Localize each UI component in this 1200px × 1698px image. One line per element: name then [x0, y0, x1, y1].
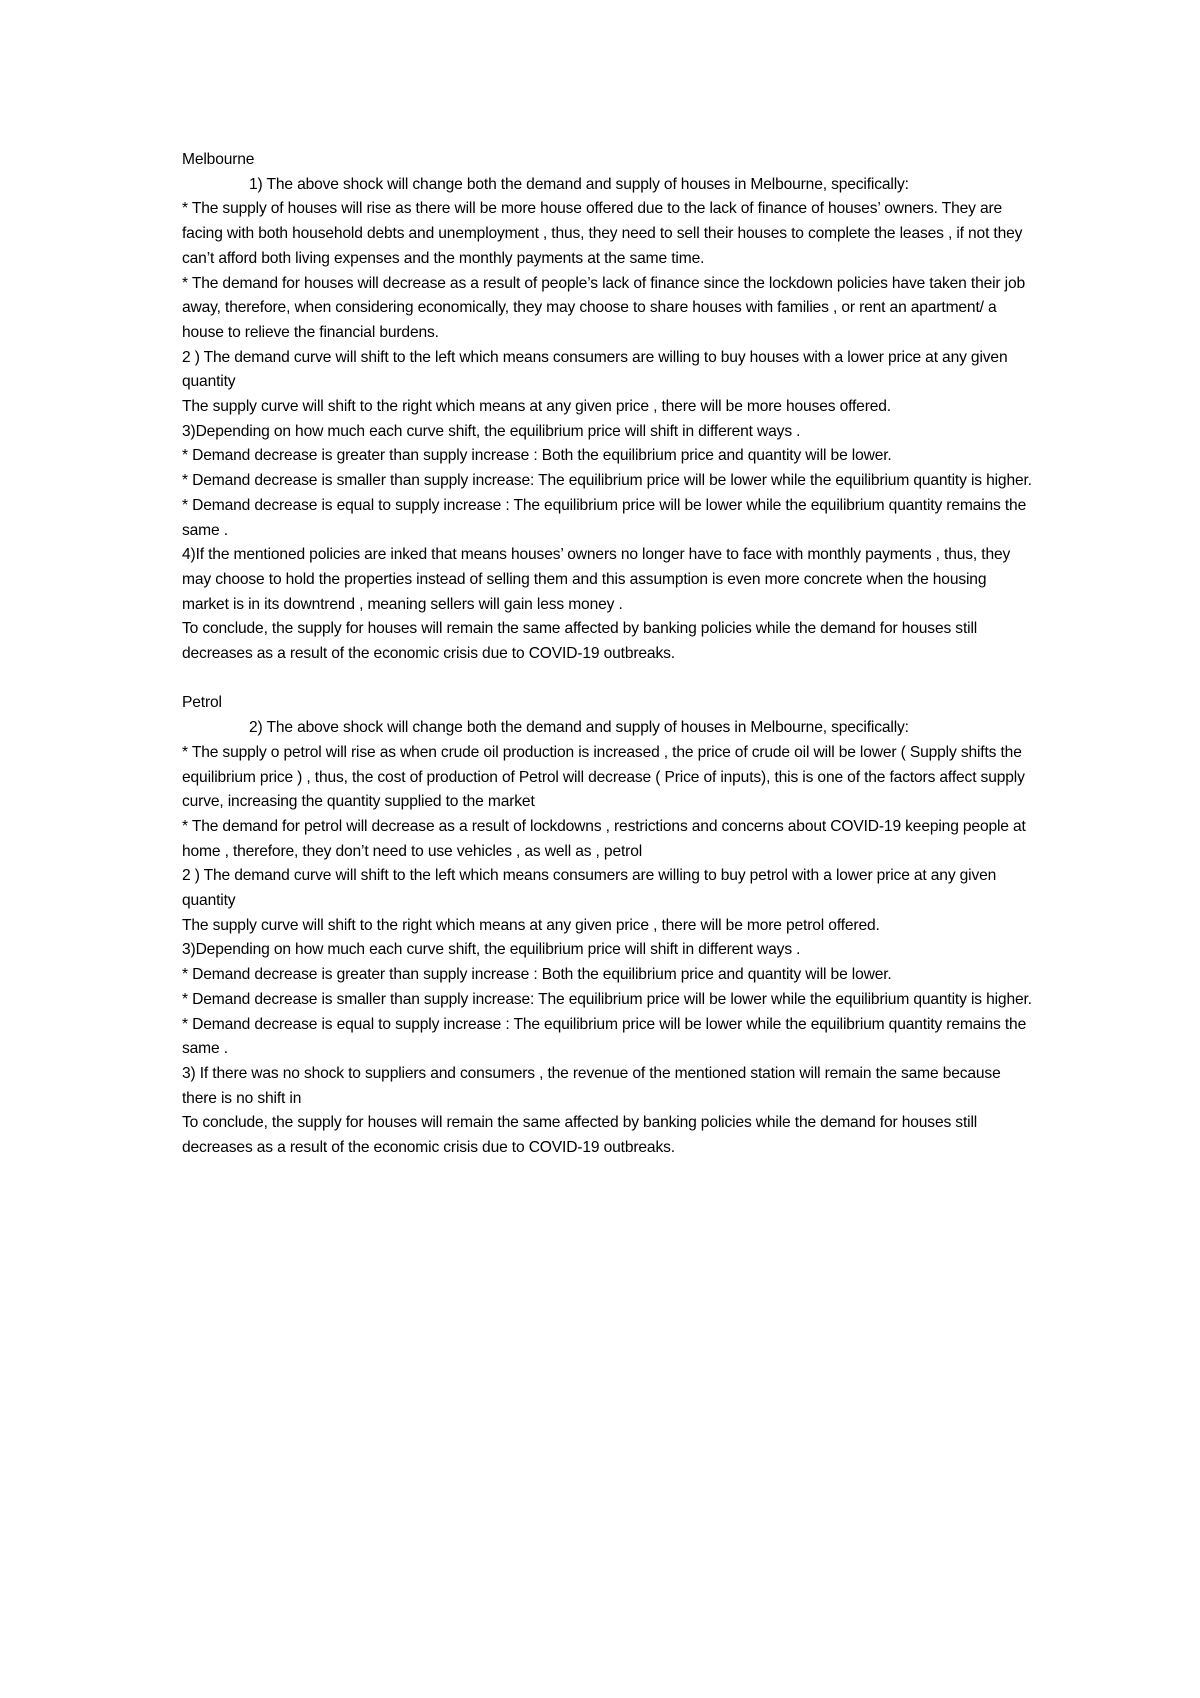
melbourne-case-greater: * Demand decrease is greater than supply increase : Both the equilibrium price and quantity will be lower. [182, 447, 892, 465]
melbourne-conclusion: To conclude, the supply for houses will remain the same affected by banking policies while the demand for houses still decreases as a result of the economic crisis due to COVID-19 outbreaks. [182, 620, 978, 663]
melbourne-demand-bullet: * The demand for houses will decrease as a result of people’s lack of finance since the lockdown policies have taken their job away, therefore, when considering economically, they may choose to share houses with families , or rent an apartment/ a house to relieve the financial burdens. [182, 274, 1026, 341]
melbourne-point-1: 1) The above shock will change both the demand and supply of houses in Melbourne, specifically: [249, 175, 909, 193]
melbourne-point-3: 3)Depending on how much each curve shift, the equilibrium price will shift in different ways . [182, 422, 801, 440]
melbourne-case-smaller: * Demand decrease is smaller than supply increase: The equilibrium price will be lower while the equilibrium quantity is higher. [182, 472, 1032, 490]
petrol-point-3: 3)Depending on how much each curve shift, the equilibrium price will shift in different ways . [182, 941, 801, 959]
section-heading-melbourne: Melbourne [182, 151, 255, 168]
petrol-point-2-demand: 2 ) The demand curve will shift to the left which means consumers are willing to buy petrol with a lower price at any given quantity [182, 867, 997, 910]
petrol-case-equal: * Demand decrease is equal to supply increase : The equilibrium price will be lower while the equilibrium quantity remains the same . [182, 1015, 1027, 1058]
petrol-point-3-revenue: 3) If there was no shock to suppliers and consumers , the revenue of the mentioned station will remain the same because there is no shift in [182, 1065, 1001, 1107]
section-spacer [182, 667, 1032, 692]
petrol-supply-bullet: * The supply o petrol will rise as when crude oil production is increased , the price of crude oil will be lower ( Supply shifts the equilibrium price ) , thus, the cost of production of Petrol will decrease ( Price of inputs), this is one of the factors affect supply curve, increasing the quantity supplied to the market [182, 743, 1025, 811]
melbourne-point-2-demand: 2 ) The demand curve will shift to the left which means consumers are willing to buy houses with a lower price at any given quantity [182, 348, 1008, 391]
petrol-case-smaller: * Demand decrease is smaller than supply increase: The equilibrium price will be lower while the equilibrium quantity is higher. [182, 990, 1032, 1008]
petrol-case-greater: * Demand decrease is greater than supply increase : Both the equilibrium price and quantity will be lower. [182, 966, 892, 984]
melbourne-case-equal: * Demand decrease is equal to supply increase : The equilibrium price will be lower while the equilibrium quantity remains the same . [182, 496, 1027, 539]
melbourne-point-4: 4)If the mentioned policies are inked that means houses’ owners no longer have to face with monthly payments , thus, they may choose to hold the properties instead of selling them and this assumption is even more concrete when the housing market is in its downtrend , meaning sellers will gain less money . [182, 546, 1011, 613]
document-body [182, 148, 1032, 1161]
section-heading-petrol: Petrol [182, 694, 222, 712]
melbourne-supply-bullet: * The supply of houses will rise as there will be more house offered due to the lack of finance of houses’ owners. They are facing with both household debts and unemployment , thus, they need to sell their houses to complete the leases , if not they can’t afford both living expenses and the monthly payments at the same time. [182, 200, 1023, 267]
melbourne-point-2-supply: The supply curve will shift to the right which means at any given price , there will be more houses offered. [182, 398, 891, 416]
petrol-point-2: 2) The above shock will change both the demand and supply of houses in Melbourne, specifically: [249, 719, 909, 737]
petrol-conclusion: To conclude, the supply for houses will remain the same affected by banking policies while the demand for houses still decreases as a result of the economic crisis due to COVID-19 outbreaks. [182, 1114, 978, 1157]
petrol-demand-bullet: * The demand for petrol will decrease as a result of lockdowns , restrictions and concerns about COVID-19 keeping people at home , therefore, they don’t need to use vehicles , as well as , petrol [182, 817, 1026, 860]
petrol-point-2-supply: The supply curve will shift to the right which means at any given price , there will be more petrol offered. [182, 916, 880, 934]
